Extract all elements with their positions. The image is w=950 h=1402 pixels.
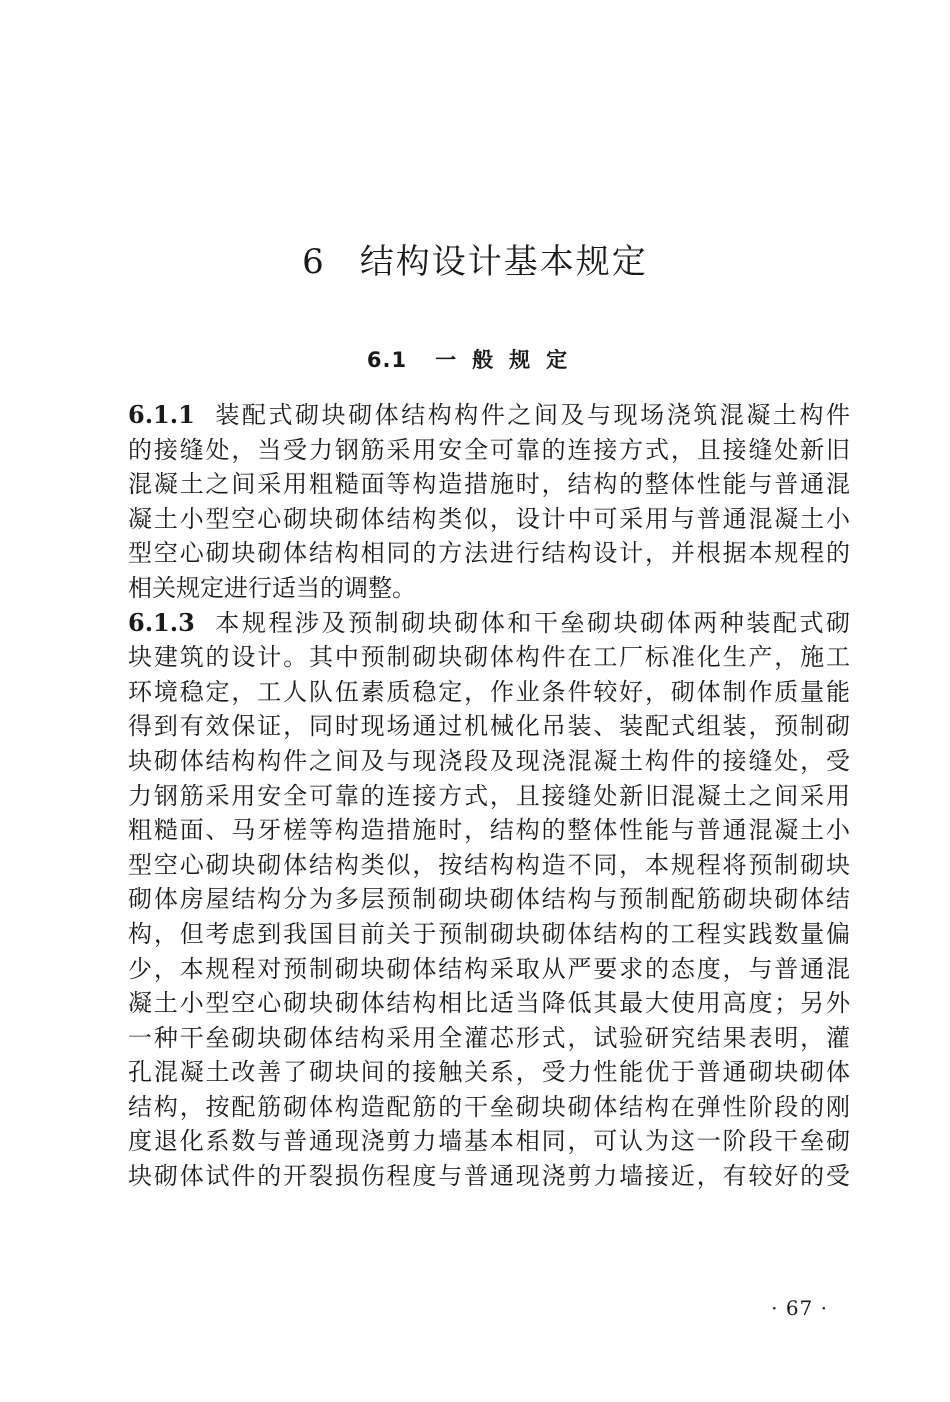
clause-line: 孔混凝土改善了砌块间的接触关系，受力性能优于普通砌块砌体 xyxy=(128,1058,850,1087)
clause-number: 6.1.3 xyxy=(128,607,195,637)
clause-line: 凝土小型空心砌块砌体结构类似，设计中可采用与普通混凝土小 xyxy=(128,504,850,533)
clause-line: 块建筑的设计。其中预制砌块砌体构件在工厂标准化生产，施工 xyxy=(128,643,850,672)
clause-line: 少，本规程对预制砌块砌体结构采取从严要求的态度，与普通混 xyxy=(128,954,850,983)
chapter-heading xyxy=(0,236,950,288)
clause-line: 粗糙面、马牙槎等构造措施时，结构的整体性能与普通混凝土小 xyxy=(128,816,850,845)
section-heading xyxy=(0,340,950,380)
clause-line: 环境稳定，工人队伍素质稳定，作业条件较好，砌体制作质量能 xyxy=(128,677,850,706)
clause-line: 混凝土之间采用粗糙面等构造措施时，结构的整体性能与普通混 xyxy=(128,470,850,499)
clause-line: 型空心砌块砌体结构相同的方法进行结构设计，并根据本规程的 xyxy=(128,539,850,568)
clause-line: 砌体房屋结构分为多层预制砌块砌体结构与预制配筋砌块砌体结 xyxy=(128,885,850,914)
clause-text: 本规程涉及预制砌块砌体和干垒砌块砌体两种装配式砌 xyxy=(212,608,850,637)
section-number: 6.1 xyxy=(366,348,408,372)
clause-text: 装配式砌块砌体结构构件之间及与现场浇筑混凝土构件 xyxy=(212,401,850,429)
clause-line: 块砌体试件的开裂损伤程度与普通现浇剪力墙接近，有较好的受 xyxy=(128,1162,850,1191)
clause-line: 相关规定进行适当的调整。 xyxy=(128,573,416,602)
chapter-number: 6 xyxy=(302,242,326,282)
clause-line: 得到有效保证，同时现场通过机械化吊装、装配式组装，预制砌 xyxy=(128,712,850,741)
clause-line: 的接缝处，当受力钢筋采用安全可靠的连接方式，且接缝处新旧 xyxy=(128,435,850,464)
clause-line xyxy=(128,606,850,641)
clause-line: 型空心砌块砌体结构类似，按结构构造不同，本规程将预制砌块 xyxy=(128,850,850,879)
clause-line: 一种干垒砌块砌体结构采用全灌芯形式，试验研究结果表明，灌 xyxy=(128,1023,850,1052)
clause-line: 结构，按配筋砌体构造配筋的干垒砌块砌体结构在弹性阶段的刚 xyxy=(128,1092,850,1121)
chapter-title: 结构设计基本规定 xyxy=(359,242,648,282)
clause-number: 6.1.1 xyxy=(128,400,195,429)
clause-line xyxy=(128,398,850,433)
body-text xyxy=(128,398,850,1194)
clause-line: 凝土小型空心砌块砌体结构相比适当降低其最大使用高度；另外 xyxy=(128,989,850,1018)
clause-line: 度退化系数与普通现浇剪力墙基本相同，可认为这一阶段干垒砌 xyxy=(128,1127,850,1156)
clause-line: 力钢筋采用安全可靠的连接方式，且接缝处新旧混凝土之间采用 xyxy=(128,781,850,810)
clause-line: 构，但考虑到我国目前关于预制砌块砌体结构的工程实践数量偏 xyxy=(128,919,850,948)
clause-line: 块砌体结构构件之间及与现浇段及现浇混凝土构件的接缝处，受 xyxy=(128,746,850,775)
page-number: · 67 · xyxy=(771,1296,828,1320)
section-title: 一般规定 xyxy=(435,348,584,372)
